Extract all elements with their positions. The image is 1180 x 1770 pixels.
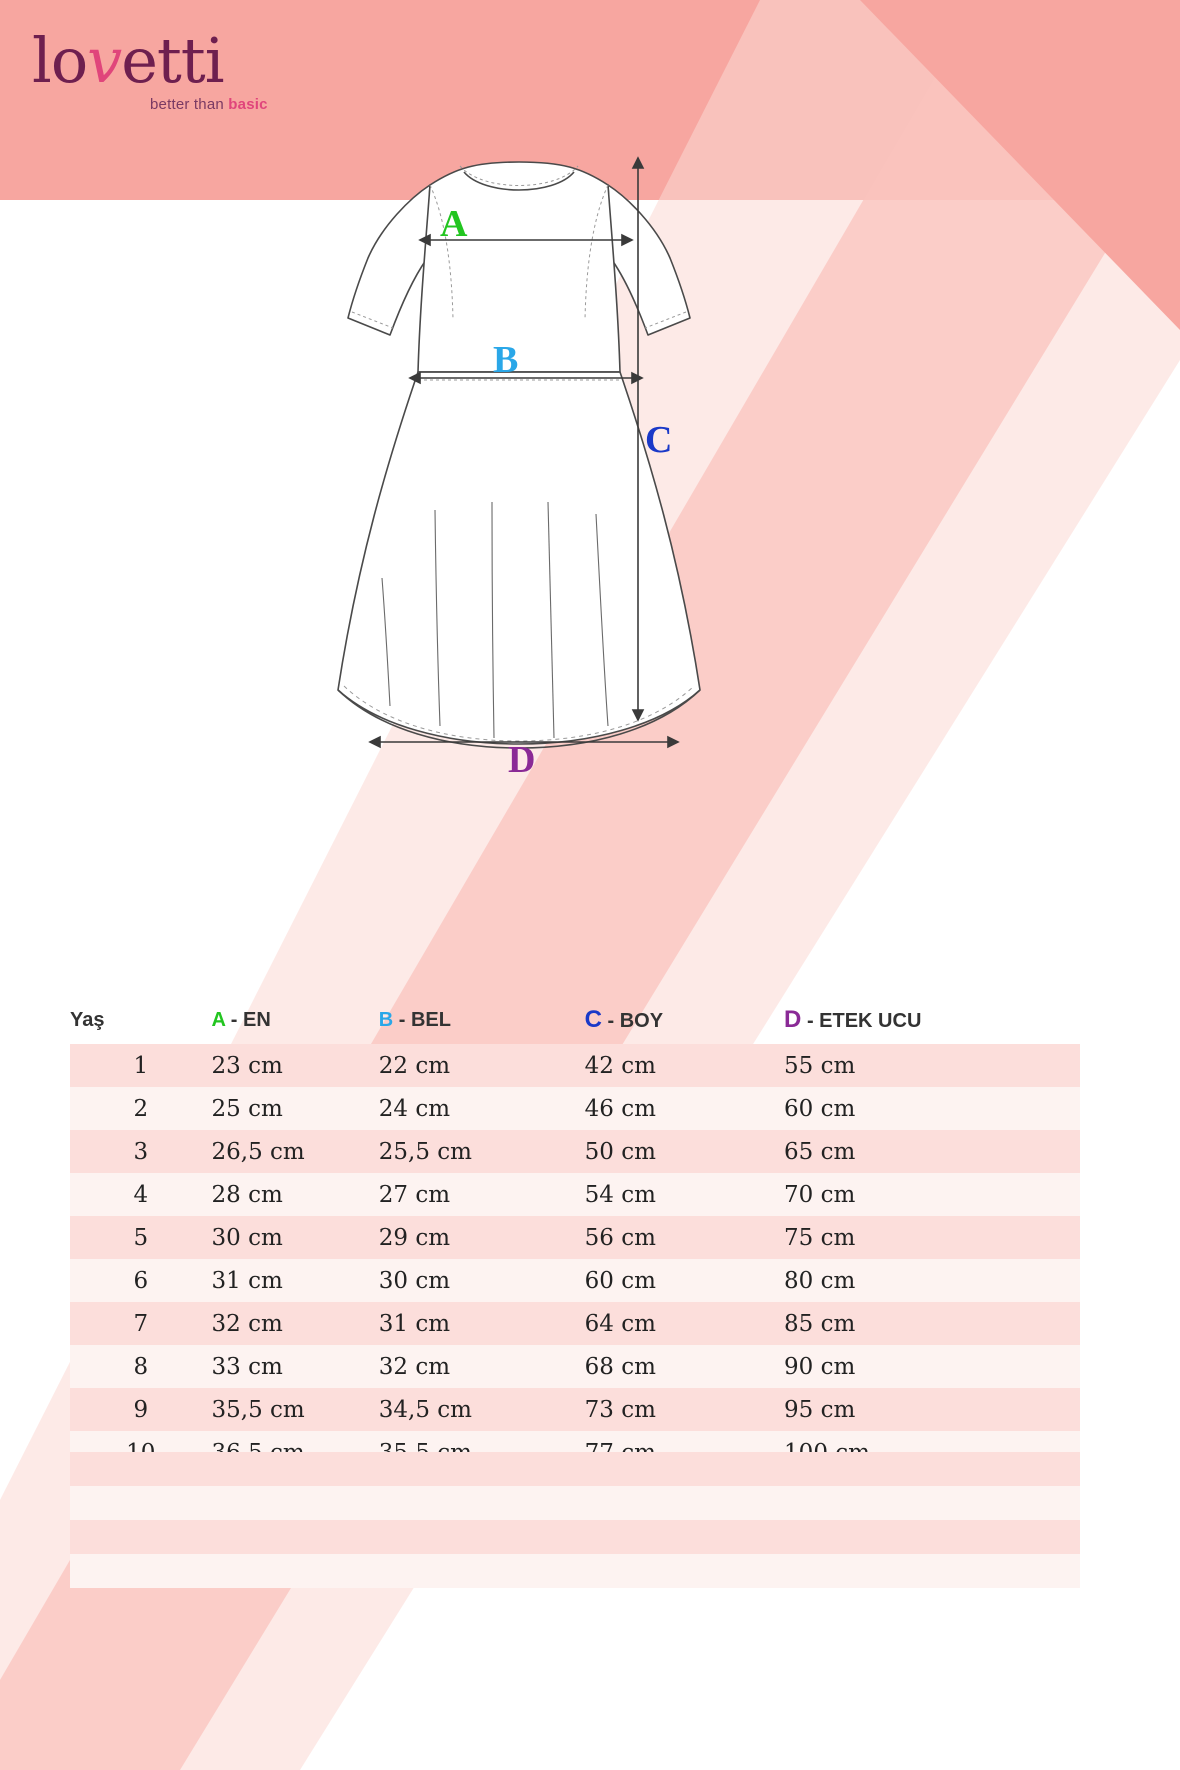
table-row [70, 1087, 1080, 1130]
table-row [70, 1302, 1080, 1345]
header-c-label: - BOY [601, 1010, 664, 1032]
cell-a-en: 23 cm [212, 1044, 379, 1087]
brand-tagline-pre: better than [150, 96, 229, 113]
brand-logo [32, 24, 362, 113]
header-d-key: D [784, 1006, 802, 1033]
cell-d-etek-ucu: 70 cm [784, 1173, 1080, 1216]
brand-name-part1: lo [32, 24, 88, 97]
cell-age: 9 [70, 1388, 212, 1431]
cell-b-bel: 31 cm [379, 1302, 585, 1345]
cell-age: 6 [70, 1259, 212, 1302]
cell-age: 4 [70, 1173, 212, 1216]
cell-d-etek-ucu: 85 cm [784, 1302, 1080, 1345]
cell-a-en: 28 cm [212, 1173, 379, 1216]
cell-age: 2 [70, 1087, 212, 1130]
header-d-label: - ETEK UCU [801, 1010, 922, 1032]
table-row [70, 1173, 1080, 1216]
measure-label-a: A [440, 203, 468, 245]
cell-d-etek-ucu: 75 cm [784, 1216, 1080, 1259]
table-row [70, 1216, 1080, 1259]
cell-d-etek-ucu: 95 cm [784, 1388, 1080, 1431]
cell-d-etek-ucu: 90 cm [784, 1345, 1080, 1388]
brand-name-v: v [87, 24, 122, 97]
header-a-label: - EN [225, 1008, 271, 1031]
dress-diagram [260, 130, 780, 810]
header-b-label: - BEL [393, 1008, 451, 1031]
cell-b-bel: 25,5 cm [379, 1130, 585, 1173]
table-trailing-stripes [70, 1452, 1080, 1588]
cell-a-en: 33 cm [212, 1345, 379, 1388]
cell-age: 5 [70, 1216, 212, 1259]
brand-tagline [150, 96, 362, 113]
stripe-row [70, 1486, 1080, 1520]
dress-illustration [260, 130, 780, 810]
brand-tagline-strong: basic [228, 96, 268, 113]
header-c-key: C [584, 1006, 602, 1033]
cell-d-etek-ucu: 65 cm [784, 1130, 1080, 1173]
header-c [585, 1000, 784, 1044]
cell-a-en: 25 cm [212, 1087, 379, 1130]
stripe-row [70, 1554, 1080, 1588]
size-table-head [70, 1000, 1080, 1044]
cell-c-boy: 73 cm [585, 1388, 784, 1431]
table-row [70, 1259, 1080, 1302]
table-row [70, 1345, 1080, 1388]
cell-c-boy: 54 cm [585, 1173, 784, 1216]
cell-c-boy: 64 cm [585, 1302, 784, 1345]
header-age: Yaş [70, 1008, 105, 1031]
cell-c-boy: 50 cm [585, 1130, 784, 1173]
cell-d-etek-ucu: 60 cm [784, 1087, 1080, 1130]
measure-label-c: C [645, 419, 673, 461]
header-b-key: B [378, 1008, 394, 1031]
cell-c-boy: 60 cm [585, 1259, 784, 1302]
cell-age: 8 [70, 1345, 212, 1388]
cell-a-en: 26,5 cm [212, 1130, 379, 1173]
cell-b-bel: 29 cm [379, 1216, 585, 1259]
cell-c-boy: 68 cm [585, 1345, 784, 1388]
cell-c-boy: 42 cm [585, 1044, 784, 1087]
stripe-row [70, 1520, 1080, 1554]
measure-label-d: D [508, 739, 536, 781]
cell-a-en: 32 cm [212, 1302, 379, 1345]
cell-b-bel: 32 cm [379, 1345, 585, 1388]
cell-b-bel: 30 cm [379, 1259, 585, 1302]
cell-b-bel: 27 cm [379, 1173, 585, 1216]
cell-age: 7 [70, 1302, 212, 1345]
brand-wordmark [32, 24, 362, 97]
cell-a-en: 31 cm [212, 1259, 379, 1302]
header-a-key: A [211, 1008, 226, 1031]
header-b [379, 1000, 585, 1044]
cell-d-etek-ucu: 55 cm [784, 1044, 1080, 1087]
cell-a-en: 30 cm [212, 1216, 379, 1259]
cell-d-etek-ucu: 80 cm [784, 1259, 1080, 1302]
cell-a-en: 35,5 cm [212, 1388, 379, 1431]
brand-name-part2: etti [121, 24, 224, 97]
table-row [70, 1130, 1080, 1173]
table-row [70, 1388, 1080, 1431]
header-d [784, 1000, 1080, 1044]
cell-b-bel: 24 cm [379, 1087, 585, 1130]
header-a [212, 1000, 379, 1044]
stripe-row [70, 1452, 1080, 1486]
size-table-header-row [70, 1000, 1080, 1044]
cell-b-bel: 34,5 cm [379, 1388, 585, 1431]
measure-label-b: B [493, 339, 519, 381]
cell-b-bel: 22 cm [379, 1044, 585, 1087]
table-row [70, 1044, 1080, 1087]
cell-age: 3 [70, 1130, 212, 1173]
cell-c-boy: 46 cm [585, 1087, 784, 1130]
cell-c-boy: 56 cm [585, 1216, 784, 1259]
cell-age: 1 [70, 1044, 212, 1087]
